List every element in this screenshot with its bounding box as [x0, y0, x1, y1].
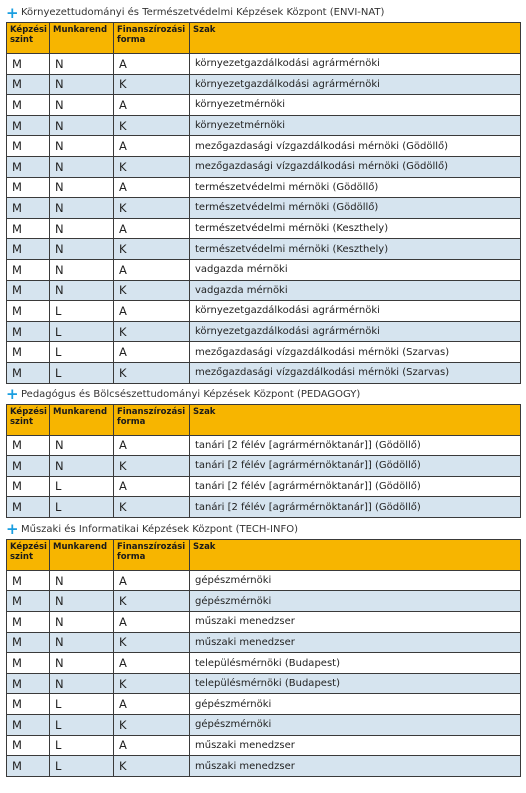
plus-icon[interactable]: + [6, 3, 19, 22]
cell-kepzesi-szint: M [7, 735, 50, 756]
cell-finanszirozasi-forma: K [114, 115, 190, 136]
plus-icon[interactable]: + [6, 520, 19, 539]
cell-munkarend: N [50, 198, 114, 219]
cell-munkarend: L [50, 362, 114, 383]
cell-szak: mezőgazdasági vízgazdálkodási mérnöki (Gödöllő) [190, 156, 521, 177]
cell-kepzesi-szint: M [7, 612, 50, 633]
table-row [7, 756, 521, 777]
table-row [7, 612, 521, 633]
table-row [7, 476, 521, 497]
cell-munkarend: L [50, 735, 114, 756]
cell-kepzesi-szint: M [7, 239, 50, 260]
cell-finanszirozasi-forma: K [114, 756, 190, 777]
cell-finanszirozasi-forma: A [114, 136, 190, 157]
table-row [7, 156, 521, 177]
cell-kepzesi-szint: M [7, 632, 50, 653]
cell-kepzesi-szint: M [7, 198, 50, 219]
cell-kepzesi-szint: M [7, 136, 50, 157]
cell-szak: műszaki menedzser [190, 612, 521, 633]
cell-szak: gépészmérnöki [190, 591, 521, 612]
header-munkarend: Munkarend [50, 23, 114, 54]
cell-szak: környezetgazdálkodási agrármérnöki [190, 321, 521, 342]
cell-kepzesi-szint: M [7, 497, 50, 518]
cell-kepzesi-szint: M [7, 156, 50, 177]
cell-finanszirozasi-forma: K [114, 456, 190, 477]
cell-munkarend: L [50, 694, 114, 715]
table-row [7, 115, 521, 136]
cell-munkarend: N [50, 239, 114, 260]
cell-munkarend: N [50, 280, 114, 301]
section-2 [6, 385, 522, 518]
cell-szak: vadgazda mérnöki [190, 259, 521, 280]
table-row [7, 435, 521, 456]
cell-szak: természetvédelmi mérnöki (Keszthely) [190, 218, 521, 239]
cell-kepzesi-szint: M [7, 756, 50, 777]
cell-finanszirozasi-forma: A [114, 95, 190, 116]
cell-munkarend: L [50, 321, 114, 342]
cell-kepzesi-szint: M [7, 115, 50, 136]
cell-finanszirozasi-forma: K [114, 715, 190, 736]
cell-szak: természetvédelmi mérnöki (Gödöllő) [190, 177, 521, 198]
cell-szak: tanári [2 félév [agrármérnöktanár]] (Gödöllő) [190, 476, 521, 497]
cell-finanszirozasi-forma: A [114, 570, 190, 591]
cell-munkarend: N [50, 136, 114, 157]
cell-szak: tanári [2 félév [agrármérnöktanár]] (Gödöllő) [190, 497, 521, 518]
cell-finanszirozasi-forma: A [114, 177, 190, 198]
cell-kepzesi-szint: M [7, 591, 50, 612]
cell-szak: gépészmérnöki [190, 570, 521, 591]
table-header-row [7, 539, 521, 570]
cell-finanszirozasi-forma: A [114, 218, 190, 239]
cell-szak: műszaki menedzser [190, 632, 521, 653]
cell-munkarend: L [50, 497, 114, 518]
cell-munkarend: N [50, 115, 114, 136]
cell-kepzesi-szint: M [7, 362, 50, 383]
section-title-text: Környezettudományi és Természetvédelmi Képzések Központ (ENVI-NAT) [21, 7, 385, 18]
cell-finanszirozasi-forma: K [114, 156, 190, 177]
section-3 [6, 520, 522, 777]
cell-munkarend: N [50, 218, 114, 239]
cell-finanszirozasi-forma: A [114, 301, 190, 322]
header-finanszirozasi-forma: Finanszírozási forma [114, 23, 190, 54]
table-row [7, 591, 521, 612]
table-row [7, 362, 521, 383]
table-row [7, 198, 521, 219]
header-szak: Szak [190, 404, 521, 435]
cell-kepzesi-szint: M [7, 218, 50, 239]
cell-munkarend: N [50, 435, 114, 456]
cell-kepzesi-szint: M [7, 715, 50, 736]
section-title[interactable] [6, 520, 522, 539]
cell-szak: környezetmérnöki [190, 95, 521, 116]
cell-finanszirozasi-forma: A [114, 54, 190, 75]
cell-szak: mezőgazdasági vízgazdálkodási mérnöki (Szarvas) [190, 342, 521, 363]
programs-table [6, 22, 521, 384]
programs-table [6, 539, 521, 777]
cell-szak: műszaki menedzser [190, 756, 521, 777]
table-row [7, 95, 521, 116]
cell-munkarend: L [50, 301, 114, 322]
cell-munkarend: N [50, 156, 114, 177]
cell-munkarend: N [50, 259, 114, 280]
table-row [7, 218, 521, 239]
table-row [7, 673, 521, 694]
cell-kepzesi-szint: M [7, 673, 50, 694]
cell-munkarend: N [50, 612, 114, 633]
table-header-row [7, 404, 521, 435]
cell-finanszirozasi-forma: K [114, 321, 190, 342]
programs-table [6, 404, 521, 518]
cell-kepzesi-szint: M [7, 177, 50, 198]
cell-munkarend: N [50, 673, 114, 694]
table-row [7, 342, 521, 363]
table-row [7, 694, 521, 715]
cell-kepzesi-szint: M [7, 259, 50, 280]
cell-munkarend: N [50, 177, 114, 198]
cell-finanszirozasi-forma: K [114, 74, 190, 95]
cell-munkarend: L [50, 342, 114, 363]
section-title-text: Műszaki és Informatikai Képzések Központ (TECH-INFO) [21, 523, 298, 535]
cell-finanszirozasi-forma: A [114, 735, 190, 756]
table-row [7, 735, 521, 756]
cell-munkarend: L [50, 476, 114, 497]
cell-kepzesi-szint: M [7, 321, 50, 342]
cell-szak: vadgazda mérnöki [190, 280, 521, 301]
table-row [7, 301, 521, 322]
cell-szak: környezetgazdálkodási agrármérnöki [190, 301, 521, 322]
cell-finanszirozasi-forma: A [114, 612, 190, 633]
cell-szak: környezetgazdálkodási agrármérnöki [190, 54, 521, 75]
cell-finanszirozasi-forma: A [114, 342, 190, 363]
table-row [7, 632, 521, 653]
cell-kepzesi-szint: M [7, 54, 50, 75]
cell-munkarend: N [50, 456, 114, 477]
cell-kepzesi-szint: M [7, 95, 50, 116]
table-row [7, 715, 521, 736]
cell-munkarend: N [50, 653, 114, 674]
cell-finanszirozasi-forma: K [114, 632, 190, 653]
table-row [7, 74, 521, 95]
table-row [7, 239, 521, 260]
cell-szak: településmérnöki (Budapest) [190, 673, 521, 694]
section-title[interactable] [6, 385, 522, 404]
header-kepzesi-szint: Képzési szint [7, 23, 50, 54]
cell-szak: településmérnöki (Budapest) [190, 653, 521, 674]
cell-munkarend: N [50, 74, 114, 95]
cell-szak: tanári [2 félév [agrármérnöktanár]] (Gödöllő) [190, 456, 521, 477]
cell-finanszirozasi-forma: A [114, 476, 190, 497]
table-row [7, 177, 521, 198]
cell-finanszirozasi-forma: K [114, 591, 190, 612]
header-szak: Szak [190, 23, 521, 54]
cell-szak: gépészmérnöki [190, 715, 521, 736]
header-szak: Szak [190, 539, 521, 570]
cell-kepzesi-szint: M [7, 280, 50, 301]
table-row [7, 570, 521, 591]
cell-finanszirozasi-forma: A [114, 694, 190, 715]
table-row [7, 321, 521, 342]
cell-szak: környezetmérnöki [190, 115, 521, 136]
cell-finanszirozasi-forma: K [114, 239, 190, 260]
section-1 [6, 3, 522, 384]
section-title-text: Pedagógus és Bölcsészettudományi Képzések Központ (PEDAGOGY) [21, 388, 361, 400]
cell-szak: mezőgazdasági vízgazdálkodási mérnöki (Gödöllő) [190, 136, 521, 157]
table-row [7, 280, 521, 301]
header-kepzesi-szint: Képzési szint [7, 404, 50, 435]
cell-kepzesi-szint: M [7, 342, 50, 363]
table-row [7, 54, 521, 75]
plus-icon[interactable]: + [6, 385, 19, 403]
table-row [7, 456, 521, 477]
header-munkarend: Munkarend [50, 404, 114, 435]
cell-kepzesi-szint: M [7, 694, 50, 715]
cell-szak: tanári [2 félév [agrármérnöktanár]] (Gödöllő) [190, 435, 521, 456]
cell-finanszirozasi-forma: K [114, 198, 190, 219]
header-kepzesi-szint: Képzési szint [7, 539, 50, 570]
cell-finanszirozasi-forma: K [114, 362, 190, 383]
table-row [7, 259, 521, 280]
header-munkarend: Munkarend [50, 539, 114, 570]
cell-munkarend: N [50, 632, 114, 653]
cell-finanszirozasi-forma: A [114, 435, 190, 456]
cell-kepzesi-szint: M [7, 301, 50, 322]
cell-munkarend: L [50, 756, 114, 777]
table-row [7, 136, 521, 157]
cell-kepzesi-szint: M [7, 476, 50, 497]
cell-kepzesi-szint: M [7, 74, 50, 95]
cell-munkarend: N [50, 591, 114, 612]
cell-szak: környezetgazdálkodási agrármérnöki [190, 74, 521, 95]
header-finanszirozasi-forma: Finanszírozási forma [114, 539, 190, 570]
cell-finanszirozasi-forma: K [114, 497, 190, 518]
cell-kepzesi-szint: M [7, 435, 50, 456]
table-header-row [7, 23, 521, 54]
cell-szak: gépészmérnöki [190, 694, 521, 715]
section-title[interactable] [6, 3, 522, 22]
cell-finanszirozasi-forma: A [114, 653, 190, 674]
cell-szak: természetvédelmi mérnöki (Gödöllő) [190, 198, 521, 219]
cell-finanszirozasi-forma: A [114, 259, 190, 280]
cell-szak: mezőgazdasági vízgazdálkodási mérnöki (Szarvas) [190, 362, 521, 383]
table-row [7, 653, 521, 674]
cell-munkarend: N [50, 95, 114, 116]
cell-munkarend: N [50, 54, 114, 75]
cell-szak: természetvédelmi mérnöki (Keszthely) [190, 239, 521, 260]
cell-munkarend: N [50, 570, 114, 591]
cell-kepzesi-szint: M [7, 570, 50, 591]
table-row [7, 497, 521, 518]
cell-munkarend: L [50, 715, 114, 736]
cell-kepzesi-szint: M [7, 456, 50, 477]
cell-kepzesi-szint: M [7, 653, 50, 674]
cell-finanszirozasi-forma: K [114, 280, 190, 301]
header-finanszirozasi-forma: Finanszírozási forma [114, 404, 190, 435]
cell-finanszirozasi-forma: K [114, 673, 190, 694]
cell-szak: műszaki menedzser [190, 735, 521, 756]
